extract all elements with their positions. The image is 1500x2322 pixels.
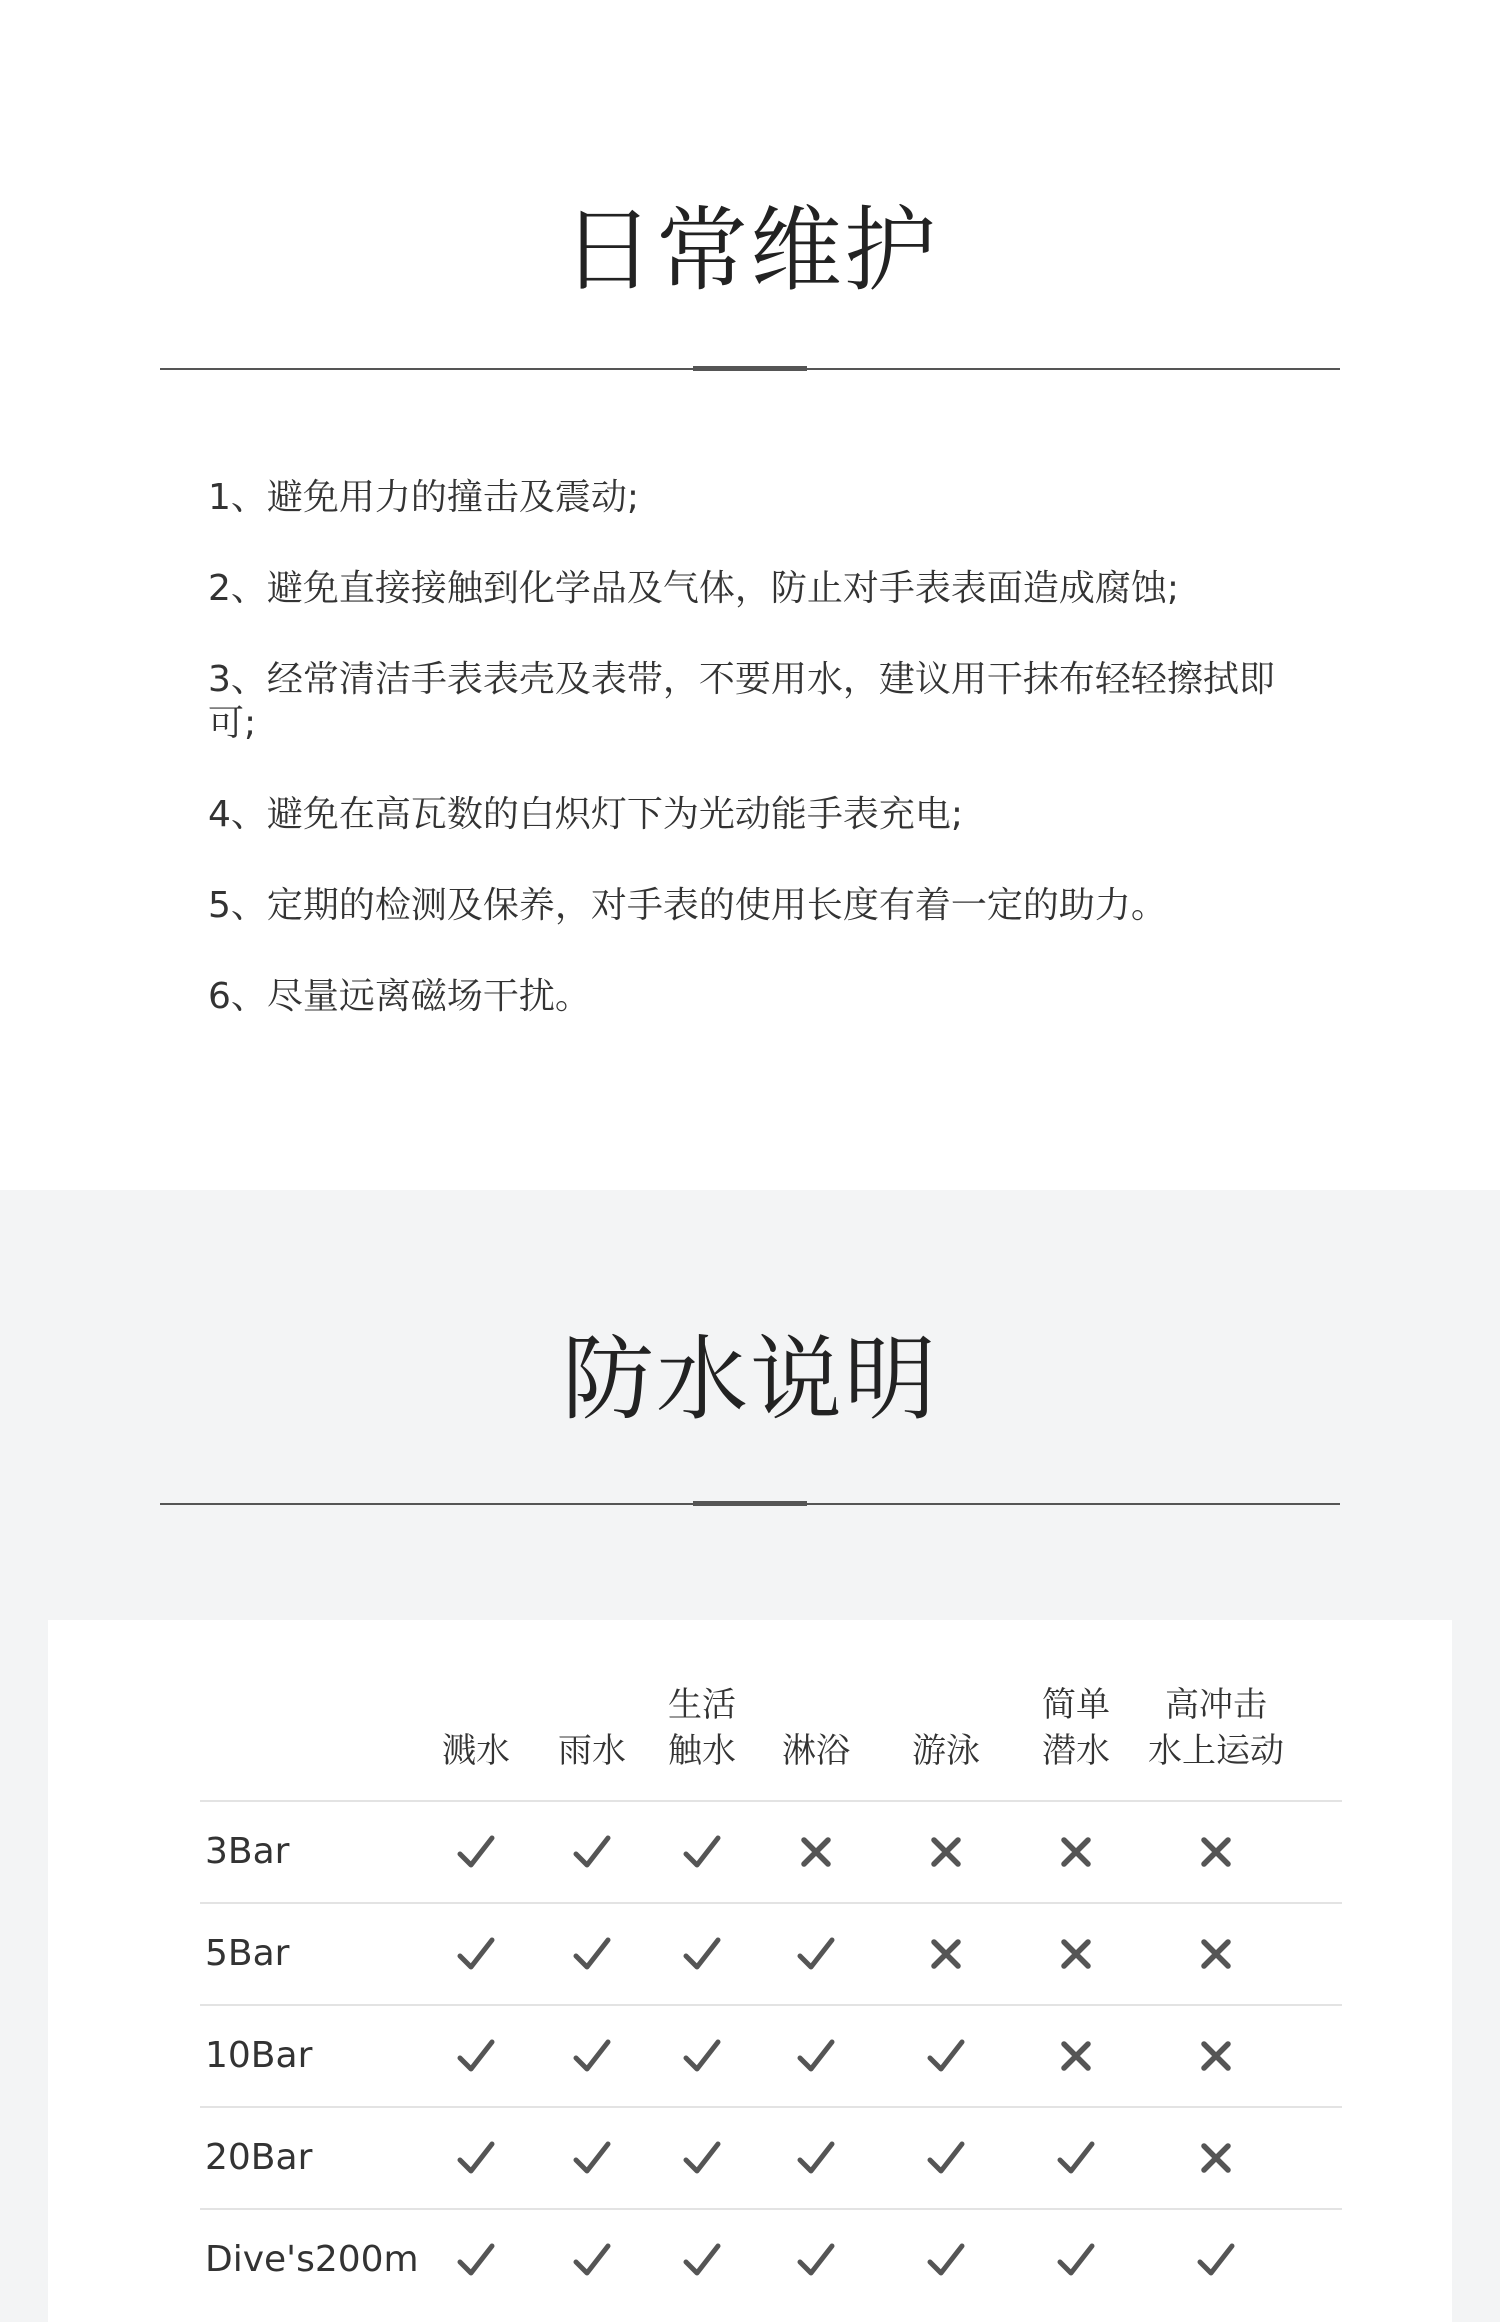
- divider-accent: [693, 366, 807, 371]
- check-icon: [672, 2210, 732, 2310]
- row-label: 5Bar: [205, 1933, 290, 1974]
- check-icon: [446, 2210, 506, 2310]
- tip-item: 2、避免直接接触到化学品及气体，防止对手表表面造成腐蚀;: [208, 568, 1180, 609]
- column-header: 生活 触水: [668, 1685, 736, 1771]
- row-label: 20Bar: [205, 2137, 313, 2178]
- cross-icon: [1186, 2108, 1246, 2208]
- tip-item: 1、避免用力的撞击及震动;: [208, 477, 640, 518]
- check-icon: [446, 2006, 506, 2106]
- check-icon: [446, 1904, 506, 2004]
- column-header: 游泳: [912, 1731, 980, 1771]
- tip-item: 4、避免在高瓦数的白炽灯下为光动能手表充电;: [208, 794, 964, 835]
- waterproof-title-divider: [160, 1503, 1340, 1505]
- check-icon: [562, 2006, 622, 2106]
- check-icon: [786, 2108, 846, 2208]
- check-icon: [446, 2108, 506, 2208]
- column-header: 雨水: [558, 1731, 626, 1771]
- check-icon: [916, 2108, 976, 2208]
- table-row: [200, 1800, 1342, 1902]
- cross-icon: [1046, 2006, 1106, 2106]
- check-icon: [1186, 2210, 1246, 2310]
- table-row: [200, 1902, 1342, 2004]
- tip-item: 6、尽量远离磁场干扰。: [208, 976, 591, 1017]
- tip-item: 5、定期的检测及保养，对手表的使用长度有着一定的助力。: [208, 885, 1167, 926]
- check-icon: [786, 2006, 846, 2106]
- check-icon: [786, 2210, 846, 2310]
- check-icon: [562, 1802, 622, 1902]
- cross-icon: [916, 1802, 976, 1902]
- check-icon: [562, 1904, 622, 2004]
- table-body: [200, 1800, 1342, 2310]
- cross-icon: [1186, 1802, 1246, 1902]
- cross-icon: [786, 1802, 846, 1902]
- column-header: 淋浴: [782, 1731, 850, 1771]
- tip-item: 3、经常清洁手表表壳及表带，不要用水，建议用干抹布轻轻擦拭即可;: [208, 659, 1275, 744]
- column-header: 溅水: [442, 1731, 510, 1771]
- waterproof-title: 防水说明: [561, 1326, 938, 1433]
- check-icon: [1046, 2210, 1106, 2310]
- column-header: 高冲击 水上运动: [1148, 1685, 1284, 1771]
- row-label: 10Bar: [205, 2035, 313, 2076]
- table-row: [200, 2106, 1342, 2208]
- column-header: 简单 潜水: [1042, 1685, 1110, 1771]
- check-icon: [562, 2210, 622, 2310]
- cross-icon: [1186, 2006, 1246, 2106]
- check-icon: [672, 1904, 732, 2004]
- waterproof-table: [48, 1620, 1452, 2322]
- maintenance-title: 日常维护: [561, 197, 938, 304]
- row-label: 3Bar: [205, 1831, 290, 1872]
- check-icon: [786, 1904, 846, 2004]
- row-label: Dive's200m: [205, 2239, 419, 2280]
- cross-icon: [916, 1904, 976, 2004]
- table-row: [200, 2004, 1342, 2106]
- table-header: [48, 1620, 1452, 1800]
- maintenance-tips-list: [208, 476, 1308, 1066]
- check-icon: [672, 2006, 732, 2106]
- cross-icon: [1046, 1802, 1106, 1902]
- check-icon: [1046, 2108, 1106, 2208]
- check-icon: [672, 1802, 732, 1902]
- maintenance-title-divider: [160, 368, 1340, 370]
- cross-icon: [1186, 1904, 1246, 2004]
- check-icon: [916, 2006, 976, 2106]
- check-icon: [446, 1802, 506, 1902]
- check-icon: [672, 2108, 732, 2208]
- table-row: [200, 2208, 1342, 2310]
- check-icon: [916, 2210, 976, 2310]
- check-icon: [562, 2108, 622, 2208]
- divider-accent: [693, 1501, 807, 1506]
- cross-icon: [1046, 1904, 1106, 2004]
